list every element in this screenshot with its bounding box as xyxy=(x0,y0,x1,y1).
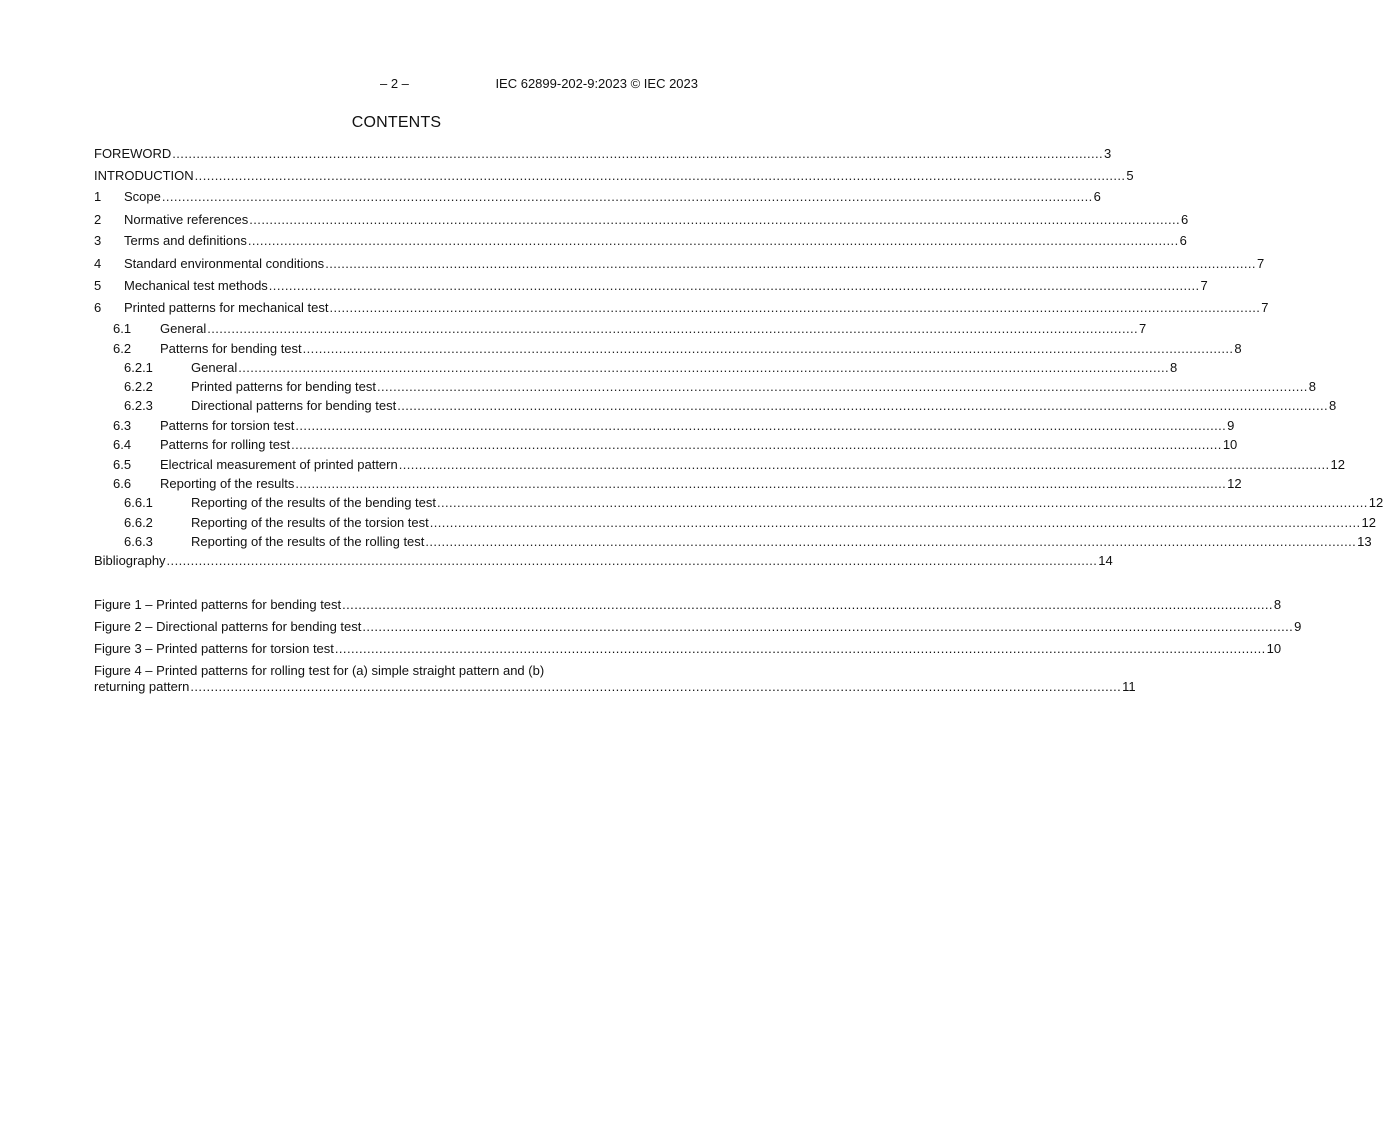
toc-entry-text: Reporting of the results xyxy=(160,476,295,491)
dot-leader: ........................................................................................................................................................................................................................................ xyxy=(342,597,1273,612)
toc-entry-text: Patterns for rolling test xyxy=(160,437,291,452)
figure-entry-text: Figure 1 – Printed patterns for bending test xyxy=(94,597,342,612)
dot-leader: ........................................................................................................................................................................................................................................ xyxy=(207,321,1138,336)
toc-entry-text: General xyxy=(160,321,207,336)
figure-entry-text: Figure 4 – Printed patterns for rolling test for (a) simple straight pattern and (b) xyxy=(94,663,545,678)
toc-page-number: 7 xyxy=(1139,321,1147,336)
toc-section-number: 5 xyxy=(94,278,102,293)
toc-page-number: 6 xyxy=(1181,212,1189,227)
dot-leader: ........................................................................................................................................................................................................................................ xyxy=(429,515,1361,530)
dot-leader: ........................................................................................................................................................................................................................................ xyxy=(295,476,1227,491)
toc-entry-6-5[interactable] xyxy=(94,457,1345,473)
dot-leader: ........................................................................................................................................................................................................................................ xyxy=(325,256,1256,271)
page-header xyxy=(380,76,698,92)
toc-entry-text: INTRODUCTION xyxy=(94,168,194,183)
toc-entry-bibliography[interactable] xyxy=(94,553,1113,569)
toc-entry-text: Directional patterns for bending test xyxy=(191,398,397,413)
dot-leader: ........................................................................................................................................................................................................................................ xyxy=(190,679,1122,694)
toc-entry-text: Terms and definitions xyxy=(124,233,247,248)
toc-entry-6-2-1[interactable] xyxy=(94,360,1178,376)
toc-entry-text: Patterns for bending test xyxy=(160,341,302,356)
toc-entry-text: Scope xyxy=(124,189,161,204)
toc-page-number: 8 xyxy=(1234,341,1242,356)
toc-entry-text: Standard environmental conditions xyxy=(124,256,325,271)
toc-section-number: 1 xyxy=(94,189,102,204)
dot-leader: ........................................................................................................................................................................................................................................ xyxy=(295,418,1227,433)
toc-entry-printed-patterns[interactable] xyxy=(94,300,1269,316)
contents-title: CONTENTS xyxy=(351,114,442,131)
toc-section-number: 4 xyxy=(94,256,102,271)
figure-entry-1[interactable] xyxy=(94,597,1282,613)
toc-page-number: 6 xyxy=(1179,233,1187,248)
toc-entry-6-3[interactable] xyxy=(94,418,1235,434)
dot-leader: ........................................................................................................................................................................................................................................ xyxy=(302,341,1234,356)
toc-entry-text: Reporting of the results of the rolling test xyxy=(191,534,425,549)
page-number: – 2 – xyxy=(380,76,409,91)
toc-entry-6-2-2[interactable] xyxy=(94,379,1316,395)
toc-page-number: 12 xyxy=(1368,495,1383,510)
toc-entry-text: Reporting of the results of the torsion test xyxy=(191,515,429,530)
toc-entry-environmental-conditions[interactable] xyxy=(94,256,1265,272)
dot-leader: ........................................................................................................................................................................................................................................ xyxy=(397,398,1328,413)
toc-entry-scope[interactable] xyxy=(94,189,1101,205)
toc-page-number: 7 xyxy=(1261,300,1269,315)
toc-section-number: 6 xyxy=(94,300,102,315)
dot-leader: ........................................................................................................................................................................................................................................ xyxy=(194,168,1126,183)
toc-entry-6-6[interactable] xyxy=(94,476,1242,492)
toc-section-number: 6.2.2 xyxy=(124,379,153,394)
toc-section-number: 6.5 xyxy=(113,457,132,472)
toc-page-number: 14 xyxy=(1098,553,1113,568)
toc-page-number: 7 xyxy=(1200,278,1208,293)
toc-section-number: 6.3 xyxy=(113,418,132,433)
toc-page-number: 12 xyxy=(1330,457,1345,472)
dot-leader: ........................................................................................................................................................................................................................................ xyxy=(172,146,1104,161)
toc-section-number: 6.6.1 xyxy=(124,495,153,510)
toc-page-number: 8 xyxy=(1328,398,1337,413)
dot-leader: ........................................................................................................................................................................................................................................ xyxy=(398,457,1330,472)
toc-section-number: 6.4 xyxy=(113,437,132,452)
toc-entry-text: Mechanical test methods xyxy=(124,278,268,293)
toc-section-number: 6.6.3 xyxy=(124,534,153,549)
toc-page-number: 12 xyxy=(1361,515,1376,530)
toc-entry-foreword[interactable] xyxy=(94,146,1112,162)
toc-section-number: 6.2 xyxy=(113,341,132,356)
dot-leader: ........................................................................................................................................................................................................................................ xyxy=(161,189,1093,204)
toc-entry-text: Printed patterns for bending test xyxy=(191,379,377,394)
figure-entry-2[interactable] xyxy=(94,619,1302,635)
toc-entry-terms-definitions[interactable] xyxy=(94,233,1187,249)
toc-entry-6-4[interactable] xyxy=(94,437,1238,453)
toc-entry-6-6-2[interactable] xyxy=(94,515,1376,531)
toc-entry-text: FOREWORD xyxy=(94,146,172,161)
dot-leader: ........................................................................................................................................................................................................................................ xyxy=(437,495,1368,510)
toc-page-number: 12 xyxy=(1227,476,1242,491)
toc-entry-text: Patterns for torsion test xyxy=(160,418,295,433)
figure-entry-text: Figure 2 – Directional patterns for bending test xyxy=(94,619,362,634)
toc-page-number: 8 xyxy=(1308,379,1316,394)
toc-entry-6-6-3[interactable] xyxy=(94,534,1372,550)
figure-entry-text-continued: returning pattern xyxy=(94,679,190,694)
toc-entry-text: Bibliography xyxy=(94,553,166,568)
toc-section-number: 6.2.3 xyxy=(124,398,153,413)
figure-page-number: 8 xyxy=(1273,597,1282,612)
toc-page-number: 3 xyxy=(1104,146,1112,161)
toc-entry-text: Electrical measurement of printed pattern xyxy=(160,457,398,472)
dot-leader: ........................................................................................................................................................................................................................................ xyxy=(166,553,1098,568)
toc-entry-6-2[interactable] xyxy=(94,341,1242,357)
dot-leader: ........................................................................................................................................................................................................................................ xyxy=(425,534,1357,549)
dot-leader: ........................................................................................................................................................................................................................................ xyxy=(249,212,1181,227)
figure-page-number: 11 xyxy=(1122,679,1136,694)
figure-entry-text: Figure 3 – Printed patterns for torsion test xyxy=(94,641,334,656)
toc-section-number: 3 xyxy=(94,233,102,248)
dot-leader: ........................................................................................................................................................................................................................................ xyxy=(238,360,1169,375)
dot-leader: ........................................................................................................................................................................................................................................ xyxy=(362,619,1294,634)
toc-section-number: 6.1 xyxy=(113,321,132,336)
dot-leader: ........................................................................................................................................................................................................................................ xyxy=(247,233,1179,248)
toc-entry-6-2-3[interactable] xyxy=(94,398,1337,414)
toc-entry-normative-references[interactable] xyxy=(94,212,1189,228)
toc-entry-mechanical-test-methods[interactable] xyxy=(94,278,1208,294)
dot-leader: ........................................................................................................................................................................................................................................ xyxy=(329,300,1261,315)
document-id: IEC 62899-202-9:2023 © IEC 2023 xyxy=(495,76,698,91)
toc-page-number: 13 xyxy=(1357,534,1372,549)
dot-leader: ........................................................................................................................................................................................................................................ xyxy=(291,437,1222,452)
toc-page-number: 9 xyxy=(1227,418,1235,433)
toc-entry-text: Printed patterns for mechanical test xyxy=(124,300,329,315)
figure-entry-4[interactable] xyxy=(94,663,1136,695)
toc-section-number: 6.2.1 xyxy=(124,360,153,375)
toc-entry-text: Reporting of the results of the bending test xyxy=(191,495,436,510)
toc-page-number: 8 xyxy=(1170,360,1178,375)
toc-section-number: 2 xyxy=(94,212,102,227)
toc-entry-introduction[interactable] xyxy=(94,168,1134,184)
dot-leader: ........................................................................................................................................................................................................................................ xyxy=(334,641,1266,656)
toc-page-number: 7 xyxy=(1256,256,1265,271)
figure-entry-3[interactable] xyxy=(94,641,1282,657)
dot-leader: ........................................................................................................................................................................................................................................ xyxy=(377,379,1308,394)
toc-entry-text: General xyxy=(191,360,238,375)
toc-page-number: 10 xyxy=(1222,437,1238,452)
figure-page-number: 9 xyxy=(1294,619,1302,634)
toc-entry-text: Normative references xyxy=(124,212,249,227)
toc-section-number: 6.6 xyxy=(113,476,132,491)
toc-entry-6-1[interactable] xyxy=(94,321,1147,337)
toc-entry-6-6-1[interactable] xyxy=(94,495,1383,511)
dot-leader: ........................................................................................................................................................................................................................................ xyxy=(268,278,1200,293)
toc-page-number: 5 xyxy=(1126,168,1134,183)
toc-page-number: 6 xyxy=(1093,189,1101,204)
figure-page-number: 10 xyxy=(1266,641,1282,656)
toc-section-number: 6.6.2 xyxy=(124,515,153,530)
